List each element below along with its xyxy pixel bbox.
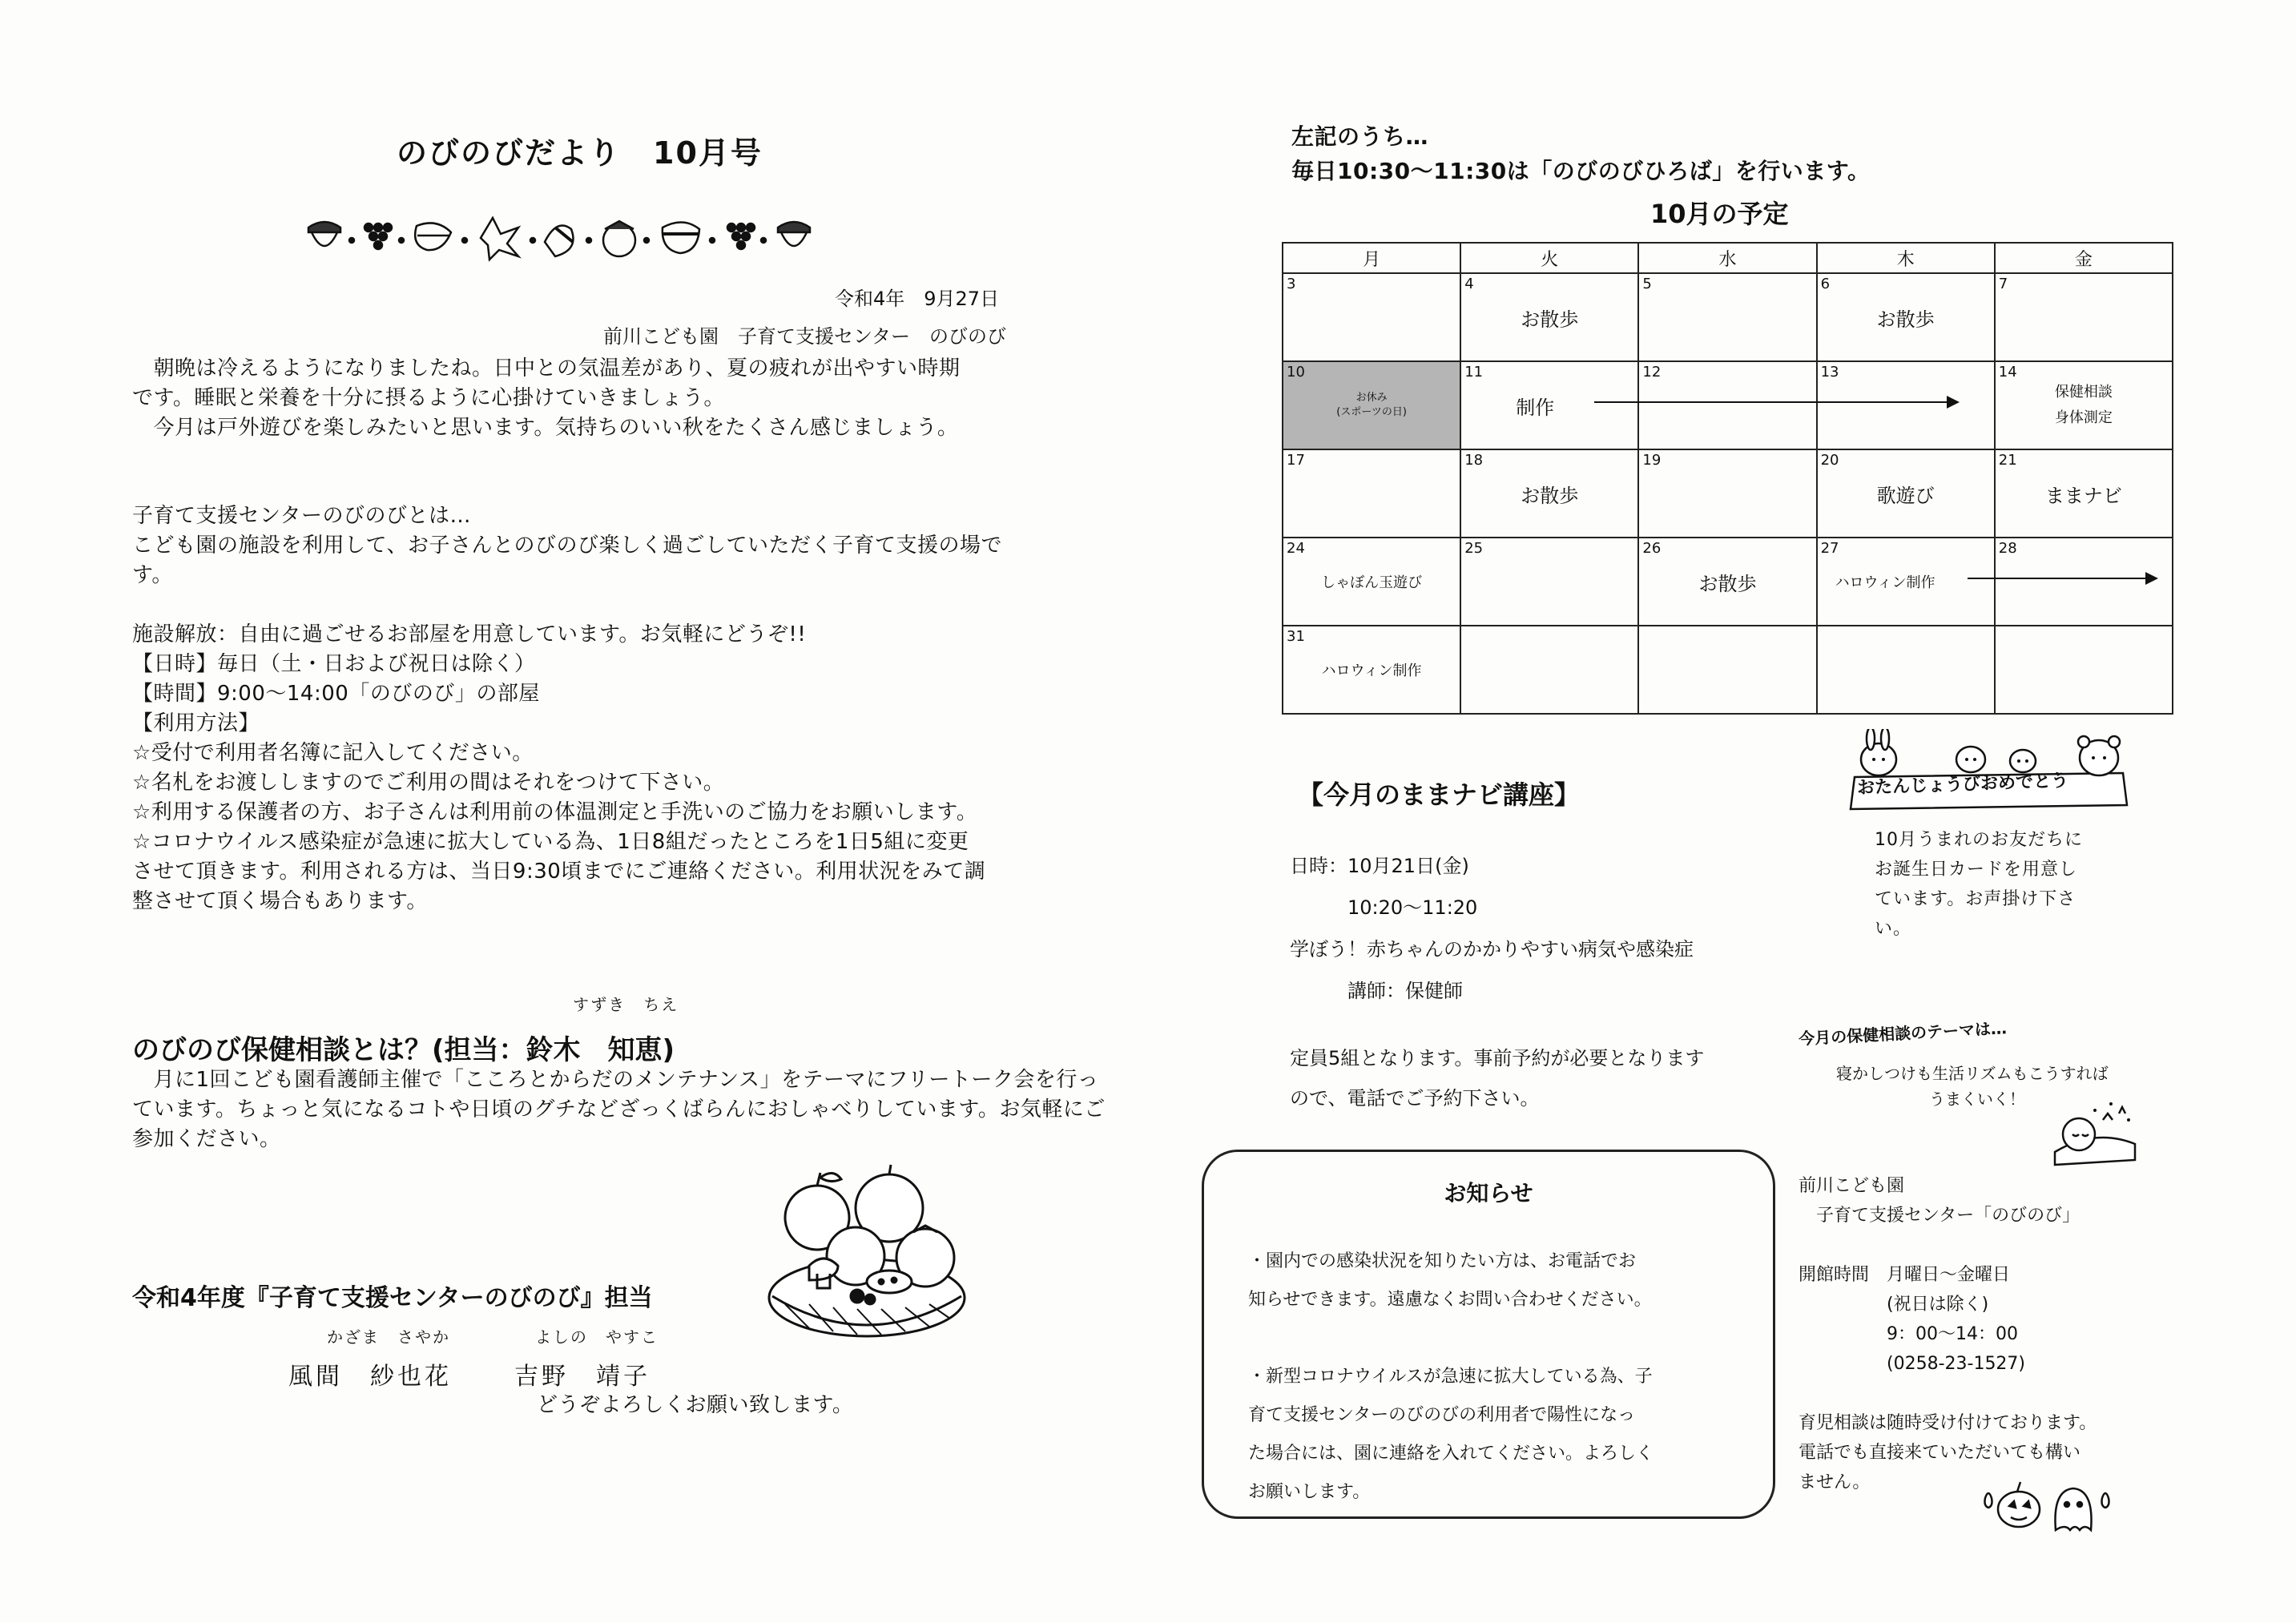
- calendar-event: 歌遊び: [1876, 484, 1935, 507]
- calendar-day-cell: [1460, 273, 1638, 361]
- calendar-day-cell: [1460, 538, 1638, 626]
- weekday-header: 水: [1638, 243, 1816, 273]
- intro-line: です。睡眠と栄養を十分に摂るように心掛けていきましょう。: [132, 386, 725, 410]
- birthday-line: お誕生日カードを用意し: [1875, 860, 2078, 880]
- mamanavi-line: 10:20～11:20: [1290, 896, 1478, 919]
- health-line: ています。ちょっと気になるコトや日頃のグチなどざっくばらんにおしゃべりしています。お気軽にご: [132, 1097, 1106, 1122]
- notice-line: ・新型コロナウイルスが急速に拡大している為、子: [1248, 1367, 1653, 1387]
- calendar-week: [1283, 626, 2173, 714]
- staff-title: 令和4年度『子育て支援センターのびのび』担当: [132, 1284, 653, 1312]
- october-calendar: [1282, 242, 2173, 715]
- calendar-day-cell: [1283, 273, 1460, 361]
- weekday-header: 月: [1283, 243, 1460, 273]
- day-number: 10: [1287, 364, 1305, 381]
- contact-line: (0258-23-1527): [1799, 1354, 2026, 1374]
- day-number: 6: [1820, 276, 1831, 292]
- calendar-day-cell: [1995, 273, 2173, 361]
- calendar-day-cell: [1460, 449, 1638, 538]
- contact-line: 9：00～14：00: [1799, 1324, 2018, 1344]
- day-number: 19: [1642, 452, 1662, 469]
- newsletter-title: のびのびだより 10月号: [397, 135, 763, 171]
- calendar-event: お休み (スポーツの日): [1336, 392, 1407, 418]
- calendar-day-cell: [1638, 538, 1816, 626]
- calendar-week: [1283, 273, 2173, 361]
- calendar-event: お散歩: [1521, 308, 1579, 331]
- day-number: 28: [1998, 540, 2017, 557]
- calendar-event: ままナビ: [2044, 484, 2122, 507]
- calendar-event: お散歩: [1698, 572, 1757, 595]
- staff-name-2: 吉野 靖子: [514, 1363, 651, 1391]
- contact-line: [1799, 1230, 2097, 1260]
- contact-line: 育児相談は随時受け付けております。: [1799, 1413, 2097, 1433]
- calendar-week: [1283, 449, 2173, 538]
- intro-paragraph: [132, 354, 961, 443]
- about-line: 施設解放：自由に過ごせるお部屋を用意しています。お気軽にどうぞ!!: [132, 622, 807, 646]
- birthday-banner-text: おたんじょうびおめでとう: [1856, 771, 2069, 799]
- calendar-day-cell: [1817, 273, 1995, 361]
- notice-line: ・園内での感染状況を知りたい方は、お電話でお: [1248, 1251, 1637, 1271]
- calendar-day-cell: [1995, 449, 2173, 538]
- intro-line: 今月は戸外遊びを楽しみたいと思います。気持ちのいい秋をたくさん感じましょう。: [132, 416, 959, 440]
- about-line: 【利用方法】: [132, 711, 260, 735]
- day-number: 31: [1287, 628, 1305, 645]
- autumn-fruit-border-icon: [300, 210, 821, 263]
- birthday-note: [1875, 825, 2083, 944]
- day-number: 7: [1998, 276, 2008, 292]
- calendar-event: お散歩: [1521, 484, 1579, 507]
- calendar-day-cell: [1995, 626, 2173, 714]
- calendar-day-cell: [1817, 626, 1995, 714]
- about-line: す。: [132, 563, 173, 587]
- about-line: させて頂きます。利用される方は、当日9:30頃までにご連絡ください。利用状況をみて調: [132, 860, 986, 884]
- notice-line: お願いします。: [1248, 1482, 1371, 1502]
- calendar-event: ハロウィン制作: [1321, 662, 1422, 679]
- calendar-day-cell: [1283, 538, 1460, 626]
- about-line: 子育て支援センターのびのびとは…: [132, 504, 471, 528]
- staff-ruby-2: よしの やすこ: [535, 1327, 659, 1347]
- day-number: 21: [1998, 452, 2017, 469]
- day-number: 17: [1287, 452, 1305, 469]
- day-number: 14: [1998, 364, 2017, 381]
- intro-line: 朝晩は冷えるようになりましたね。日中との気温差があり、夏の疲れが出やすい時期: [132, 356, 961, 381]
- calendar-day-cell: [1460, 626, 1638, 714]
- issue-date: 令和4年 9月27日: [835, 288, 1000, 310]
- health-theme-line: うまくいく！: [1929, 1089, 2025, 1109]
- health-title: のびのび保健相談とは？(担当：鈴木 知恵): [132, 1034, 675, 1066]
- contact-line: (祝日は除く): [1799, 1295, 1989, 1315]
- day-number: 18: [1464, 452, 1484, 469]
- calendar-day-cell: [1638, 449, 1816, 538]
- contact-line: 子育て支援センター「のびのび」: [1799, 1206, 2080, 1226]
- about-line: 整させて頂く場合もあります。: [132, 889, 428, 913]
- weekday-header: 木: [1817, 243, 1995, 273]
- notice-line: 育て支援センターのびのびの利用者で陽性になっ: [1248, 1405, 1636, 1425]
- calendar-event: ハロウィン制作: [1835, 574, 1935, 591]
- calendar-day-cell: [1283, 449, 1460, 538]
- day-number: 13: [1820, 364, 1839, 381]
- arrow-right-icon: [1968, 569, 2160, 588]
- about-line: 【時間】9:00～14:00「のびのび」の部屋: [132, 682, 540, 706]
- day-number: 26: [1642, 540, 1662, 557]
- schedule-note-1: 左記のうち…: [1291, 123, 1429, 150]
- contact-line: 開館時間 月曜日～金曜日: [1799, 1265, 2011, 1285]
- schedule-note-2: 毎日10:30～11:30は「のびのびひろば」を行います。: [1291, 158, 1871, 184]
- calendar-day-cell: [1995, 361, 2173, 449]
- health-paragraph: [132, 1065, 1106, 1154]
- day-number: 24: [1287, 540, 1305, 557]
- calendar-day-cell: [1817, 449, 1995, 538]
- calendar-event: 制作: [1516, 396, 1555, 419]
- notice-body: [1248, 1242, 1654, 1512]
- weekday-header: 金: [1995, 243, 2173, 273]
- organization-name: 前川こども園 子育て支援センター のびのび: [603, 325, 1007, 348]
- day-number: 12: [1642, 364, 1662, 381]
- about-line: ☆コロナウイルス感染症が急速に拡大している為、1日8組だったところを1日5組に変更: [132, 830, 969, 854]
- about-line: [132, 590, 1002, 620]
- capacity-note: [1290, 1038, 1704, 1118]
- notice-title: お知らせ: [1444, 1180, 1533, 1206]
- notice-line: た場合には、園に連絡を入れてください。よろしく: [1248, 1444, 1654, 1464]
- about-line: 【日時】毎日（土・日および祝日は除く）: [132, 652, 536, 676]
- contact-info: [1799, 1171, 2097, 1497]
- capacity-line: ので、電話でご予約下さい。: [1290, 1087, 1540, 1110]
- calendar-event: 保健相談 身体測定: [2054, 384, 2113, 426]
- day-number: 25: [1464, 540, 1484, 557]
- about-line: ☆受付で利用者名簿に記入してください。: [132, 741, 534, 765]
- calendar-day-cell: [1283, 626, 1460, 714]
- arrow-right-icon: [1594, 393, 1963, 412]
- sleeping-child-icon: [2047, 1096, 2143, 1168]
- mamanavi-line: 学ぼう！赤ちゃんのかかりやすい病気や感染症: [1290, 938, 1694, 961]
- fruit-basket-icon: [761, 1162, 973, 1342]
- calendar-event: しゃぼん玉遊び: [1321, 574, 1423, 591]
- staff-ruby-1: かざま さやか: [327, 1327, 450, 1347]
- birthday-line: ています。お声掛け下さ: [1875, 889, 2076, 909]
- calendar-day-cell-holiday: [1283, 361, 1460, 449]
- notice-line: 知らせできます。遠慮なくお問い合わせください。: [1248, 1290, 1652, 1310]
- day-number: 4: [1464, 276, 1474, 292]
- about-section: [132, 501, 1002, 916]
- health-line: 月に1回こども園看護師主催で「こころとからだのメンテナンス」をテーマにフリートーク会を行っ: [132, 1068, 1099, 1092]
- birthday-line: い。: [1875, 919, 1912, 939]
- calendar-title: 10月の予定: [1650, 199, 1789, 229]
- mamanavi-line: 日時：10月21日(金): [1290, 855, 1469, 877]
- about-line: こども園の施設を利用して、お子さんとのびのび楽しく過ごしていただく子育て支援の場で: [132, 534, 1002, 558]
- health-ruby: すずき ちえ: [573, 995, 679, 1014]
- birthday-line: 10月うまれのお友だちに: [1875, 830, 2083, 850]
- calendar-day-cell: [1638, 626, 1816, 714]
- mamanavi-details: [1290, 845, 1694, 1012]
- calendar-day-cell: [1638, 273, 1816, 361]
- day-number: 27: [1820, 540, 1839, 557]
- about-line: ☆名札をお渡ししますのでご利用の間はそれをつけて下さい。: [132, 771, 725, 795]
- about-line: ☆利用する保護者の方、お子さんは利用前の体温測定と手洗いのご協力をお願いします。: [132, 800, 978, 824]
- contact-line: [1799, 1379, 2097, 1408]
- health-theme-title: 今月の保健相談のテーマは…: [1798, 1018, 2008, 1049]
- staff-name-1: 風間 紗也花: [288, 1363, 452, 1391]
- day-number: 5: [1642, 276, 1652, 292]
- mamanavi-title: 【今月のままナビ講座】: [1298, 779, 1581, 810]
- weekday-header: 火: [1460, 243, 1638, 273]
- halloween-pumpkin-ghost-icon: [1979, 1474, 2115, 1538]
- day-number: 11: [1464, 364, 1484, 381]
- mamanavi-line: 講師：保健師: [1290, 980, 1463, 1002]
- contact-line: ません。: [1799, 1472, 1871, 1492]
- notice-line: [1248, 1319, 1654, 1358]
- health-line: 参加ください。: [132, 1127, 281, 1151]
- contact-line: 電話でも直接来ていただいても構い: [1799, 1443, 2081, 1463]
- health-theme-line: 寝かしつけも生活リズムもこうすれば: [1836, 1064, 2109, 1083]
- closing-text: どうぞよろしくお願い致します。: [537, 1393, 854, 1417]
- day-number: 3: [1287, 276, 1296, 292]
- capacity-line: 定員5組となります。事前予約が必要となります: [1290, 1047, 1705, 1069]
- day-number: 20: [1820, 452, 1839, 469]
- contact-line: 前川こども園: [1799, 1176, 1905, 1196]
- notice-box: [1202, 1150, 1775, 1519]
- calendar-event: お散歩: [1876, 308, 1935, 331]
